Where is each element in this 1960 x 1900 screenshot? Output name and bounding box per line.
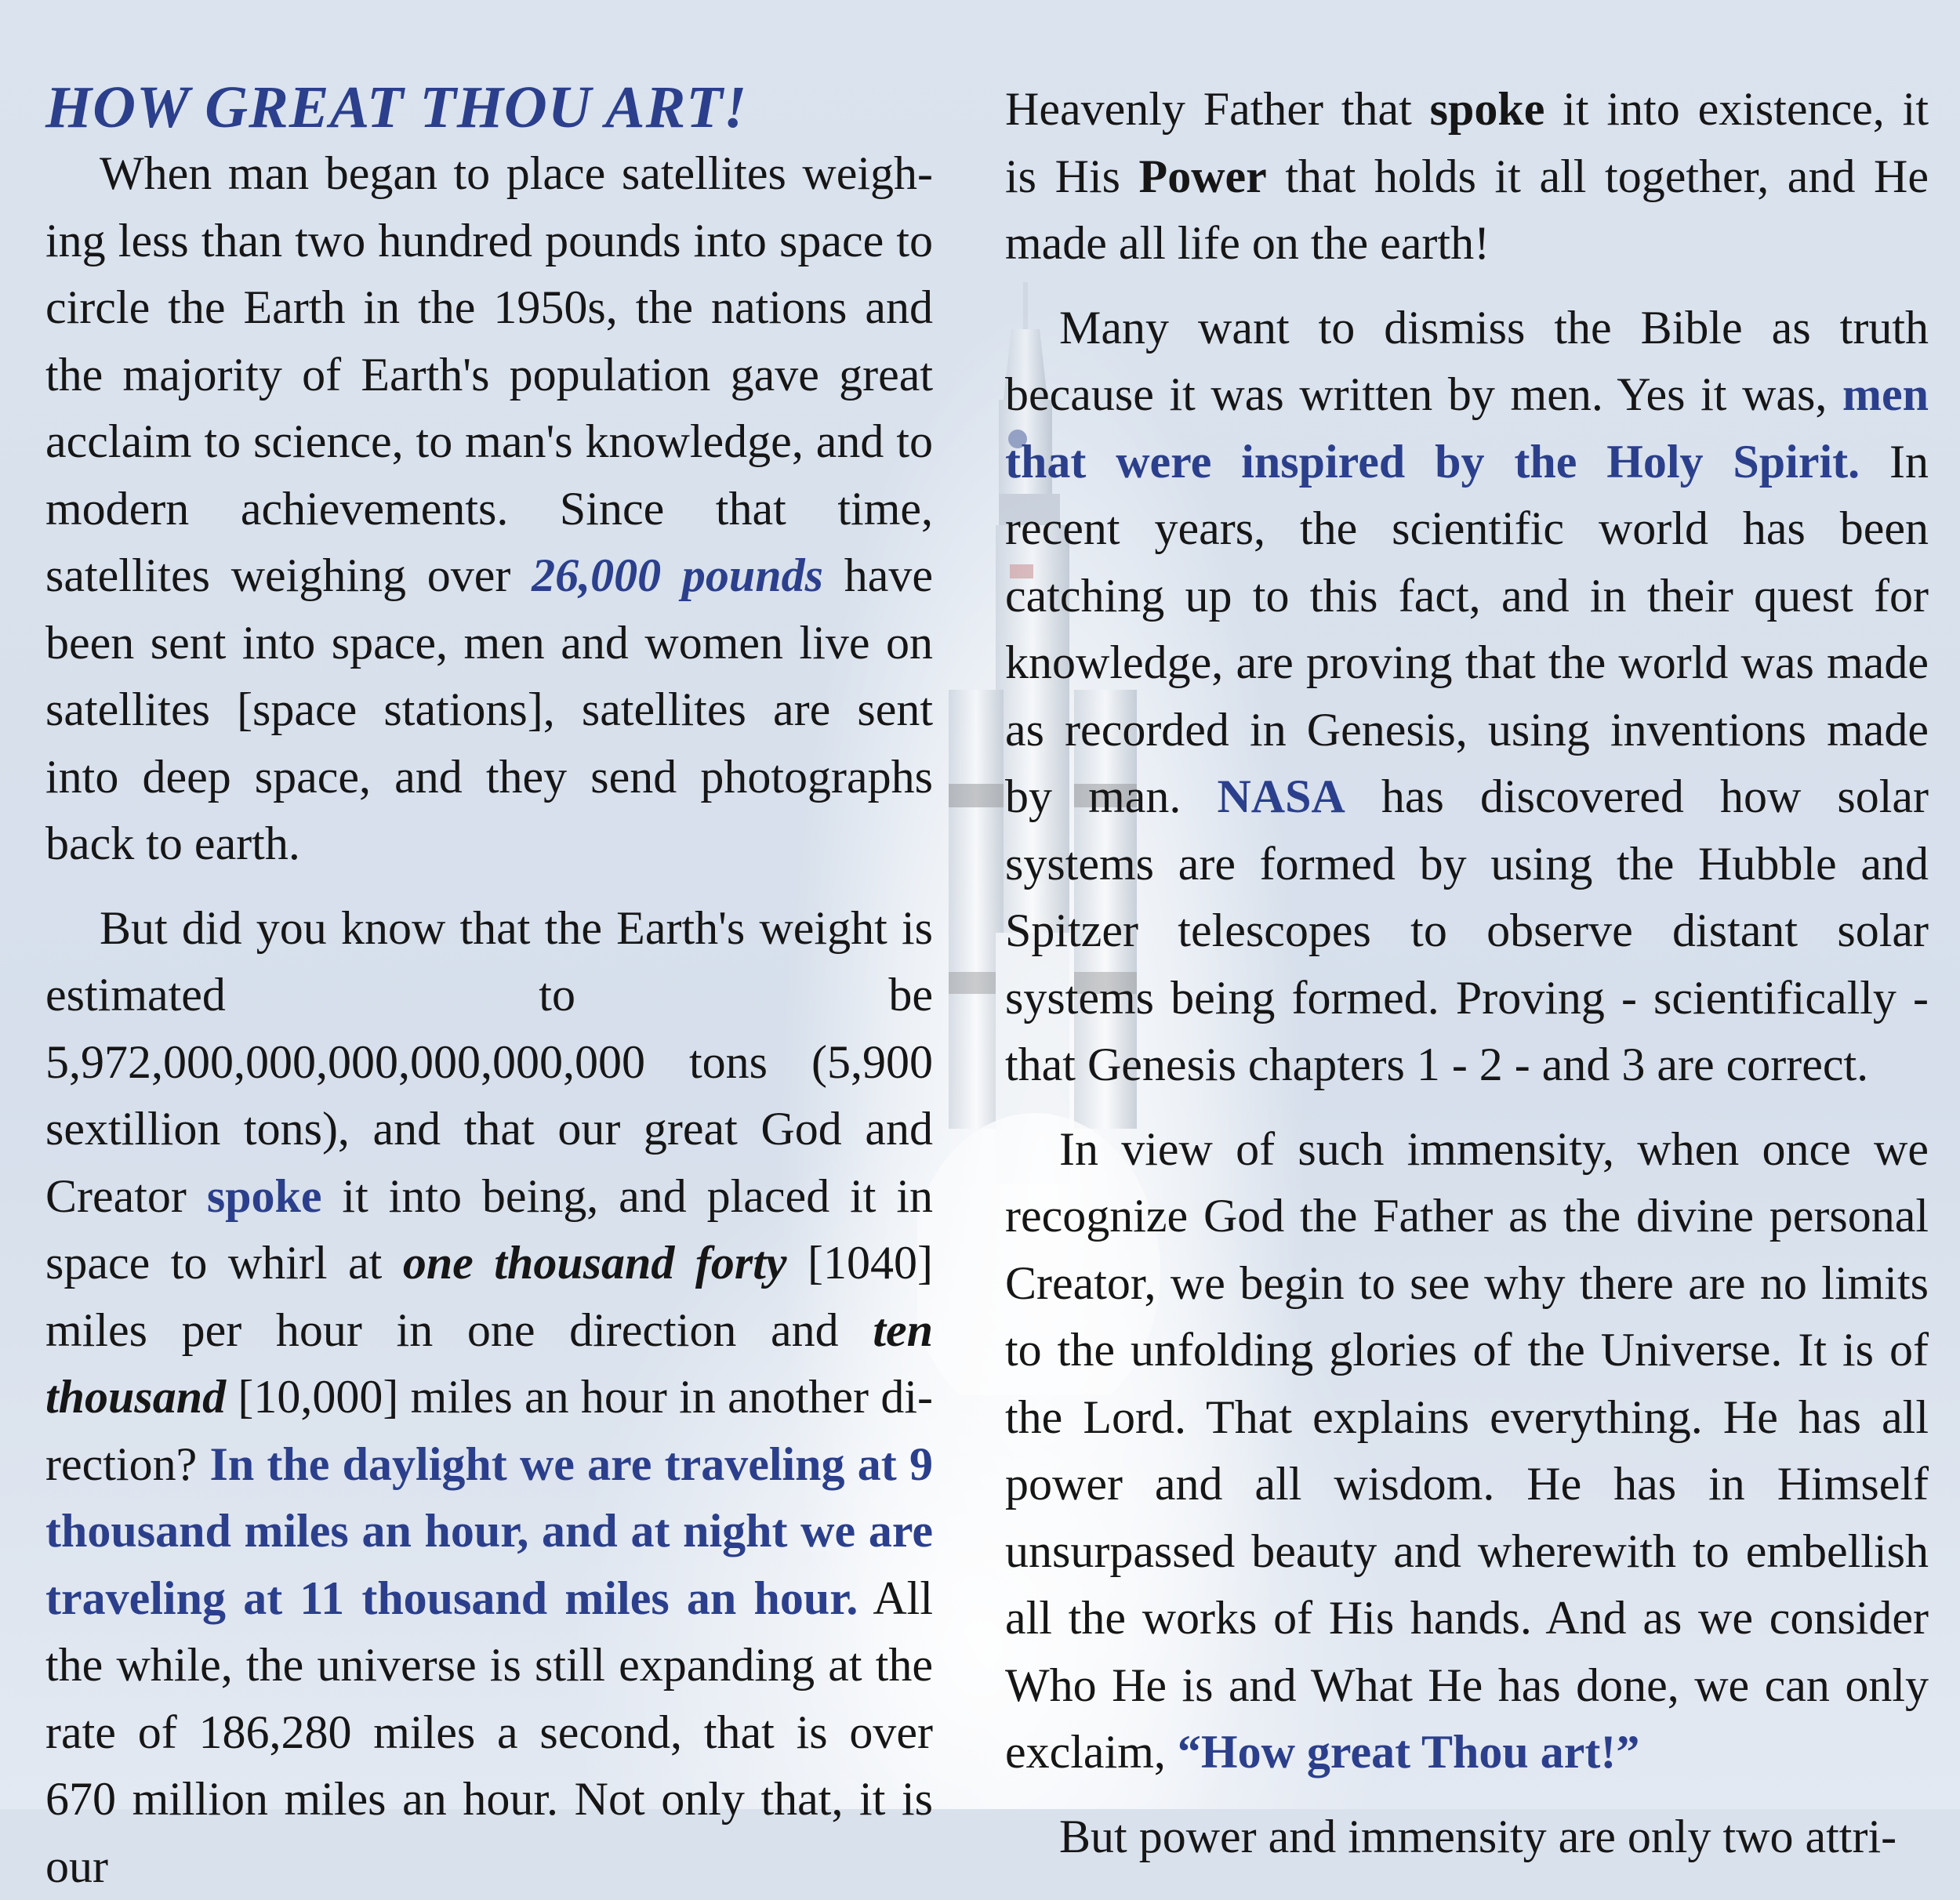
text-run: [10,000] miles an hour in another direction? bbox=[45, 1371, 933, 1490]
text-run: When man began to place satellites weighing less than two hundred pounds into space to circle the Earth in the 1950s, the nations and the majority of Earth's population gave great acclaim to science, to man's knowledge, and to modern achievements. Since that time, satellites weighing over bbox=[45, 147, 933, 601]
paragraph bbox=[45, 895, 933, 1900]
right-column bbox=[1005, 76, 1929, 1870]
text-run: Many want to dismiss the Bible as truth because it was written by men. Yes it was, bbox=[1005, 302, 1929, 421]
text-run: that holds it all together, and He made all life on the earth! bbox=[1005, 150, 1929, 270]
emphasis-bold: Power bbox=[1139, 150, 1267, 202]
emphasis-bold-italic: one thousand forty bbox=[403, 1237, 787, 1289]
emphasis-blue: 26,000 pounds bbox=[532, 549, 823, 601]
paragraph bbox=[1005, 1804, 1929, 1871]
emphasis-blue: spoke bbox=[207, 1170, 322, 1222]
left-column bbox=[45, 74, 933, 1900]
text-run: In recent years, the scientific world has been catching up to this fact, and in their quest for knowledge, are proving that the world was made as recorded in Genesis, using inventions made by man. bbox=[1005, 436, 1929, 823]
text-run: In view of such immensity, when once we recognize God the Father as the divine personal Creator, we begin to see why there are no limits to the unfolding glories of the Universe. It is of the Lord. That explains everything. He has all power and all wisdom. He has in Himself unsurpassed beauty and wherewith to embellish all the works of His hands. And as we consider Who He is and What He has done, we can only exclaim, bbox=[1005, 1123, 1929, 1779]
text-run: Heavenly Father that bbox=[1005, 83, 1430, 135]
emphasis-blue: NASA bbox=[1217, 771, 1345, 822]
text-run: But power and immensity are only two attri- bbox=[1059, 1811, 1896, 1862]
paragraph bbox=[1005, 1116, 1929, 1786]
paragraph bbox=[45, 140, 933, 878]
text-run: has discovered how solar systems are formed by using the Hubble and Spitzer telescopes to observe distant solar systems being formed. Proving - scientifically - that Genesis chapters 1 - 2 - and 3 are correct. bbox=[1005, 771, 1929, 1090]
emphasis-blue: men that were inspired by the Holy Spirit. bbox=[1005, 368, 1929, 488]
text-run: have been sent into space, men and women live on satellites [space stations], satellites are sent into deep space, and they send photographs back to earth. bbox=[45, 549, 933, 869]
emphasis-bold: spoke bbox=[1430, 83, 1545, 135]
emphasis-bold-italic: ten thousand bbox=[45, 1304, 933, 1423]
text-run: it into being, and placed it in space to whirl at bbox=[45, 1170, 933, 1289]
emphasis-blue: In the daylight we are traveling at 9 thousand miles an hour, and at night we are traveling at 11 thousand miles an hour. bbox=[45, 1438, 933, 1624]
paragraph bbox=[1005, 295, 1929, 1099]
text-run: All the while, the universe is still expanding at the rate of 186,280 miles a second, that is over 670 million miles an hour. Not only that, it is our bbox=[45, 1572, 933, 1892]
page-title: HOW GREAT THOU ART! bbox=[45, 74, 933, 140]
text-run: But did you know that the Earth's weight is estimated to be 5,972,000,000,000,000,000,000 tons (5,900 sextillion tons), and that our great God and Creator bbox=[45, 902, 933, 1222]
paragraph bbox=[1005, 76, 1929, 277]
emphasis-blue: “How great Thou art!” bbox=[1178, 1726, 1639, 1778]
text-run: it into existence, it is His bbox=[1005, 83, 1929, 202]
text-run: [1040] miles per hour in one direction and bbox=[45, 1237, 933, 1356]
